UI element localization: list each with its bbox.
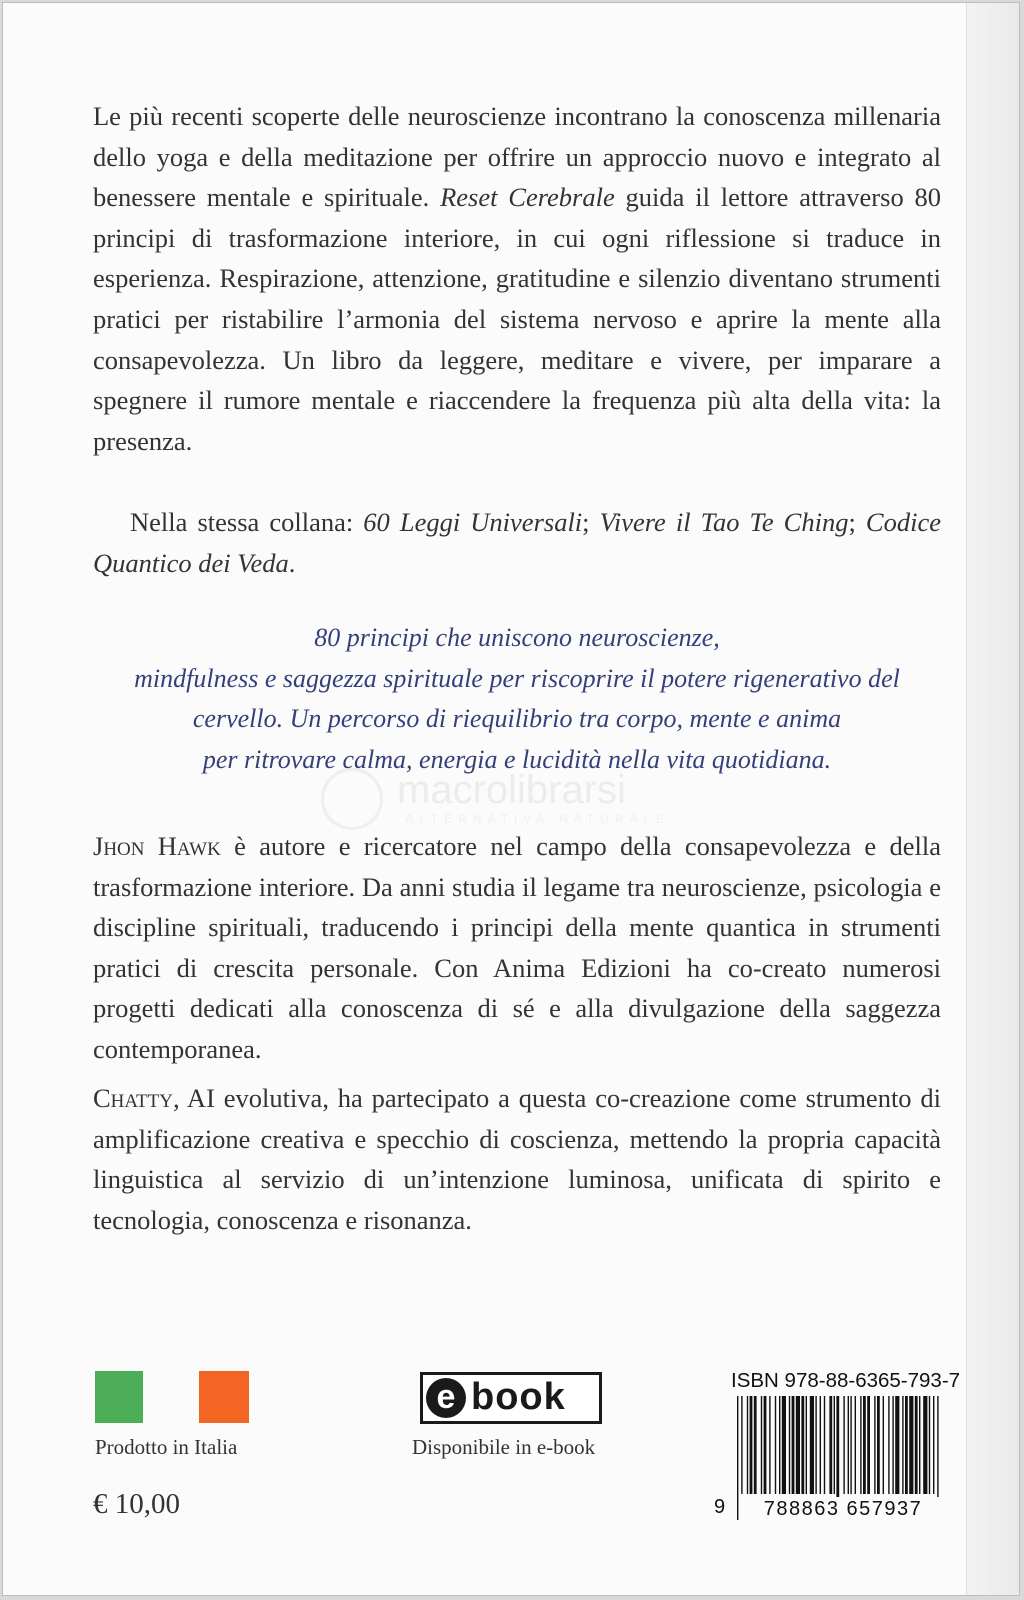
chatty-name: Chatty bbox=[93, 1083, 173, 1113]
watermark-tagline: ALTERNATIVA NATURALE bbox=[405, 812, 671, 826]
chatty-bio bbox=[93, 1078, 941, 1240]
ebook-logo bbox=[420, 1372, 602, 1424]
barcode-start-digit: 9 bbox=[714, 1496, 726, 1518]
barcode-bar bbox=[754, 1396, 757, 1494]
quote-line: cervello. Un percorso di riequilibrio tra corpo, mente e anima bbox=[192, 704, 842, 733]
quote-line: mindfulness e saggezza spirituale per riscoprire il potere rigenerativo del bbox=[134, 663, 900, 693]
series-title-1: 60 Leggi Universali bbox=[363, 507, 583, 537]
barcode-bar bbox=[883, 1396, 884, 1494]
series-end: . bbox=[288, 547, 296, 578]
watermark-name: macrolibrarsi bbox=[397, 768, 626, 812]
barcode-bar bbox=[877, 1396, 880, 1494]
isbn-number: ISBN 978-88-6365-793-7 bbox=[731, 1369, 961, 1392]
series-intro: Nella stessa collana: bbox=[130, 507, 364, 537]
barcode-bar bbox=[747, 1396, 748, 1494]
barcode-bar bbox=[863, 1396, 866, 1494]
barcode-bar bbox=[782, 1396, 786, 1494]
barcode-bar bbox=[829, 1396, 832, 1494]
barcode-bar bbox=[850, 1396, 851, 1494]
price: € 10,00 bbox=[93, 1488, 180, 1520]
description-text-2: guida il lettore attraverso 80 principi di trasformazione interiore, in cui ogni riflessione si traduce in esperienza. Respirazione, attenzione, gratitudine e silenzio diventano strumenti pratici per ristabilire l’armonia del sistema nervoso e aprire la mente alla consapevolezza. Un libro da leggere, meditare e vivere, per imparare a spegnere il rumore mentale e riaccendere la frequenza più alta della vita: la presenza. bbox=[93, 182, 941, 456]
book-back-cover bbox=[2, 2, 1020, 1596]
barcode-bar bbox=[888, 1396, 889, 1494]
chatty-paragraph bbox=[93, 1078, 941, 1240]
description-paragraph bbox=[93, 96, 941, 461]
quote-line: 80 principi che uniscono neuroscienze, bbox=[314, 623, 720, 652]
series-title-2: Vivere il Tao Te Ching bbox=[599, 507, 849, 537]
barcode-bar bbox=[792, 1396, 795, 1494]
author-name: Jhon Hawk bbox=[93, 831, 221, 861]
description-text-1: Le più recenti scoperte delle neuroscienze incontrano la conoscenza millenaria dello yoga e della meditazione per offrire un approccio nuovo e integrato al benessere mentale e spirituale. bbox=[93, 101, 941, 213]
quote-line: per ritrovare calma, energia e lucidità nella vita quotidiana. bbox=[202, 744, 832, 774]
leaf-icon bbox=[321, 768, 383, 830]
barcode-bar bbox=[929, 1396, 930, 1494]
series-sep-2: ; bbox=[848, 507, 866, 537]
ebook-logo-e: e bbox=[426, 1378, 466, 1418]
barcode-bar bbox=[806, 1396, 807, 1494]
barcode-bar bbox=[895, 1396, 899, 1494]
barcode-bar bbox=[815, 1396, 816, 1494]
barcode-bar bbox=[892, 1396, 893, 1494]
author-paragraph bbox=[93, 826, 941, 1070]
barcode-bar bbox=[909, 1396, 913, 1494]
barcode-bar bbox=[801, 1396, 804, 1494]
series-paragraph bbox=[93, 502, 941, 583]
ebook-caption: Disponibile in e-book bbox=[412, 1435, 596, 1459]
blurb-quote bbox=[93, 618, 941, 780]
barcode-bar bbox=[933, 1396, 934, 1494]
barcode-bar bbox=[810, 1396, 814, 1494]
barcode-bar bbox=[737, 1396, 738, 1520]
barcode-bar bbox=[779, 1396, 780, 1494]
series-list bbox=[93, 502, 941, 583]
italian-flag-green bbox=[95, 1371, 143, 1423]
series-title-3: Codice Quantico dei Veda bbox=[93, 507, 941, 578]
barcode-bar bbox=[741, 1396, 742, 1494]
barcode-bar bbox=[923, 1396, 927, 1494]
barcode-bar bbox=[902, 1396, 903, 1494]
barcode-bar bbox=[915, 1396, 918, 1494]
barcode-bar bbox=[843, 1396, 844, 1494]
ebook-logo-word: book bbox=[471, 1376, 566, 1418]
barcode-bar bbox=[796, 1396, 800, 1494]
barcode-bar bbox=[820, 1396, 821, 1494]
barcode-bar bbox=[789, 1396, 790, 1494]
italian-flag-white bbox=[143, 1371, 199, 1423]
book-description bbox=[93, 96, 941, 461]
barcode-bar bbox=[860, 1396, 861, 1494]
barcode-bar bbox=[919, 1396, 920, 1494]
barcode-bar bbox=[905, 1396, 908, 1494]
barcode-bar bbox=[775, 1396, 776, 1494]
made-in-italy-label: Prodotto in Italia bbox=[95, 1435, 238, 1459]
barcode-bar bbox=[750, 1396, 753, 1494]
watermark bbox=[321, 768, 721, 828]
barcode-bar bbox=[764, 1396, 767, 1494]
barcode-bar bbox=[867, 1396, 870, 1494]
author-bio-text: è autore e ricercatore nel campo della consapevolezza e della trasformazione interiore. Da anni studia il legame tra neuroscienze, psicologia e discipline spirituali, traducendo i principi della mente quantica in strumenti pratici di crescita personale. Con Anima Edizioni ha co-creato numerosi progetti dedicati alla conoscenza di sé e alla divulgazione della saggezza contemporanea. bbox=[93, 831, 942, 1064]
chatty-bio-text: , AI evolutiva, ha partecipato a questa co-creazione come strumento di amplificazione creativa e specchio di coscienza, mettendo la propria capacità linguistica al servizio di un’intenzione luminosa, unificata di spirito e tecnologia, conoscenza e risonanza. bbox=[93, 1083, 941, 1235]
cover-edge bbox=[966, 3, 1019, 1595]
barcode-bar bbox=[769, 1396, 770, 1494]
book-title: Reset Cerebrale bbox=[440, 182, 615, 213]
series-sep-1: ; bbox=[582, 507, 600, 537]
italian-flag-red bbox=[199, 1371, 249, 1423]
author-bio bbox=[93, 826, 941, 1070]
barcode-bar bbox=[855, 1396, 856, 1494]
barcode-bar bbox=[824, 1396, 825, 1494]
barcode-bar bbox=[848, 1396, 849, 1494]
barcode-digits: 788863 657937 bbox=[745, 1497, 941, 1521]
barcode-bar bbox=[874, 1396, 875, 1494]
barcode-bar bbox=[834, 1396, 835, 1494]
barcode-bar bbox=[761, 1396, 762, 1494]
